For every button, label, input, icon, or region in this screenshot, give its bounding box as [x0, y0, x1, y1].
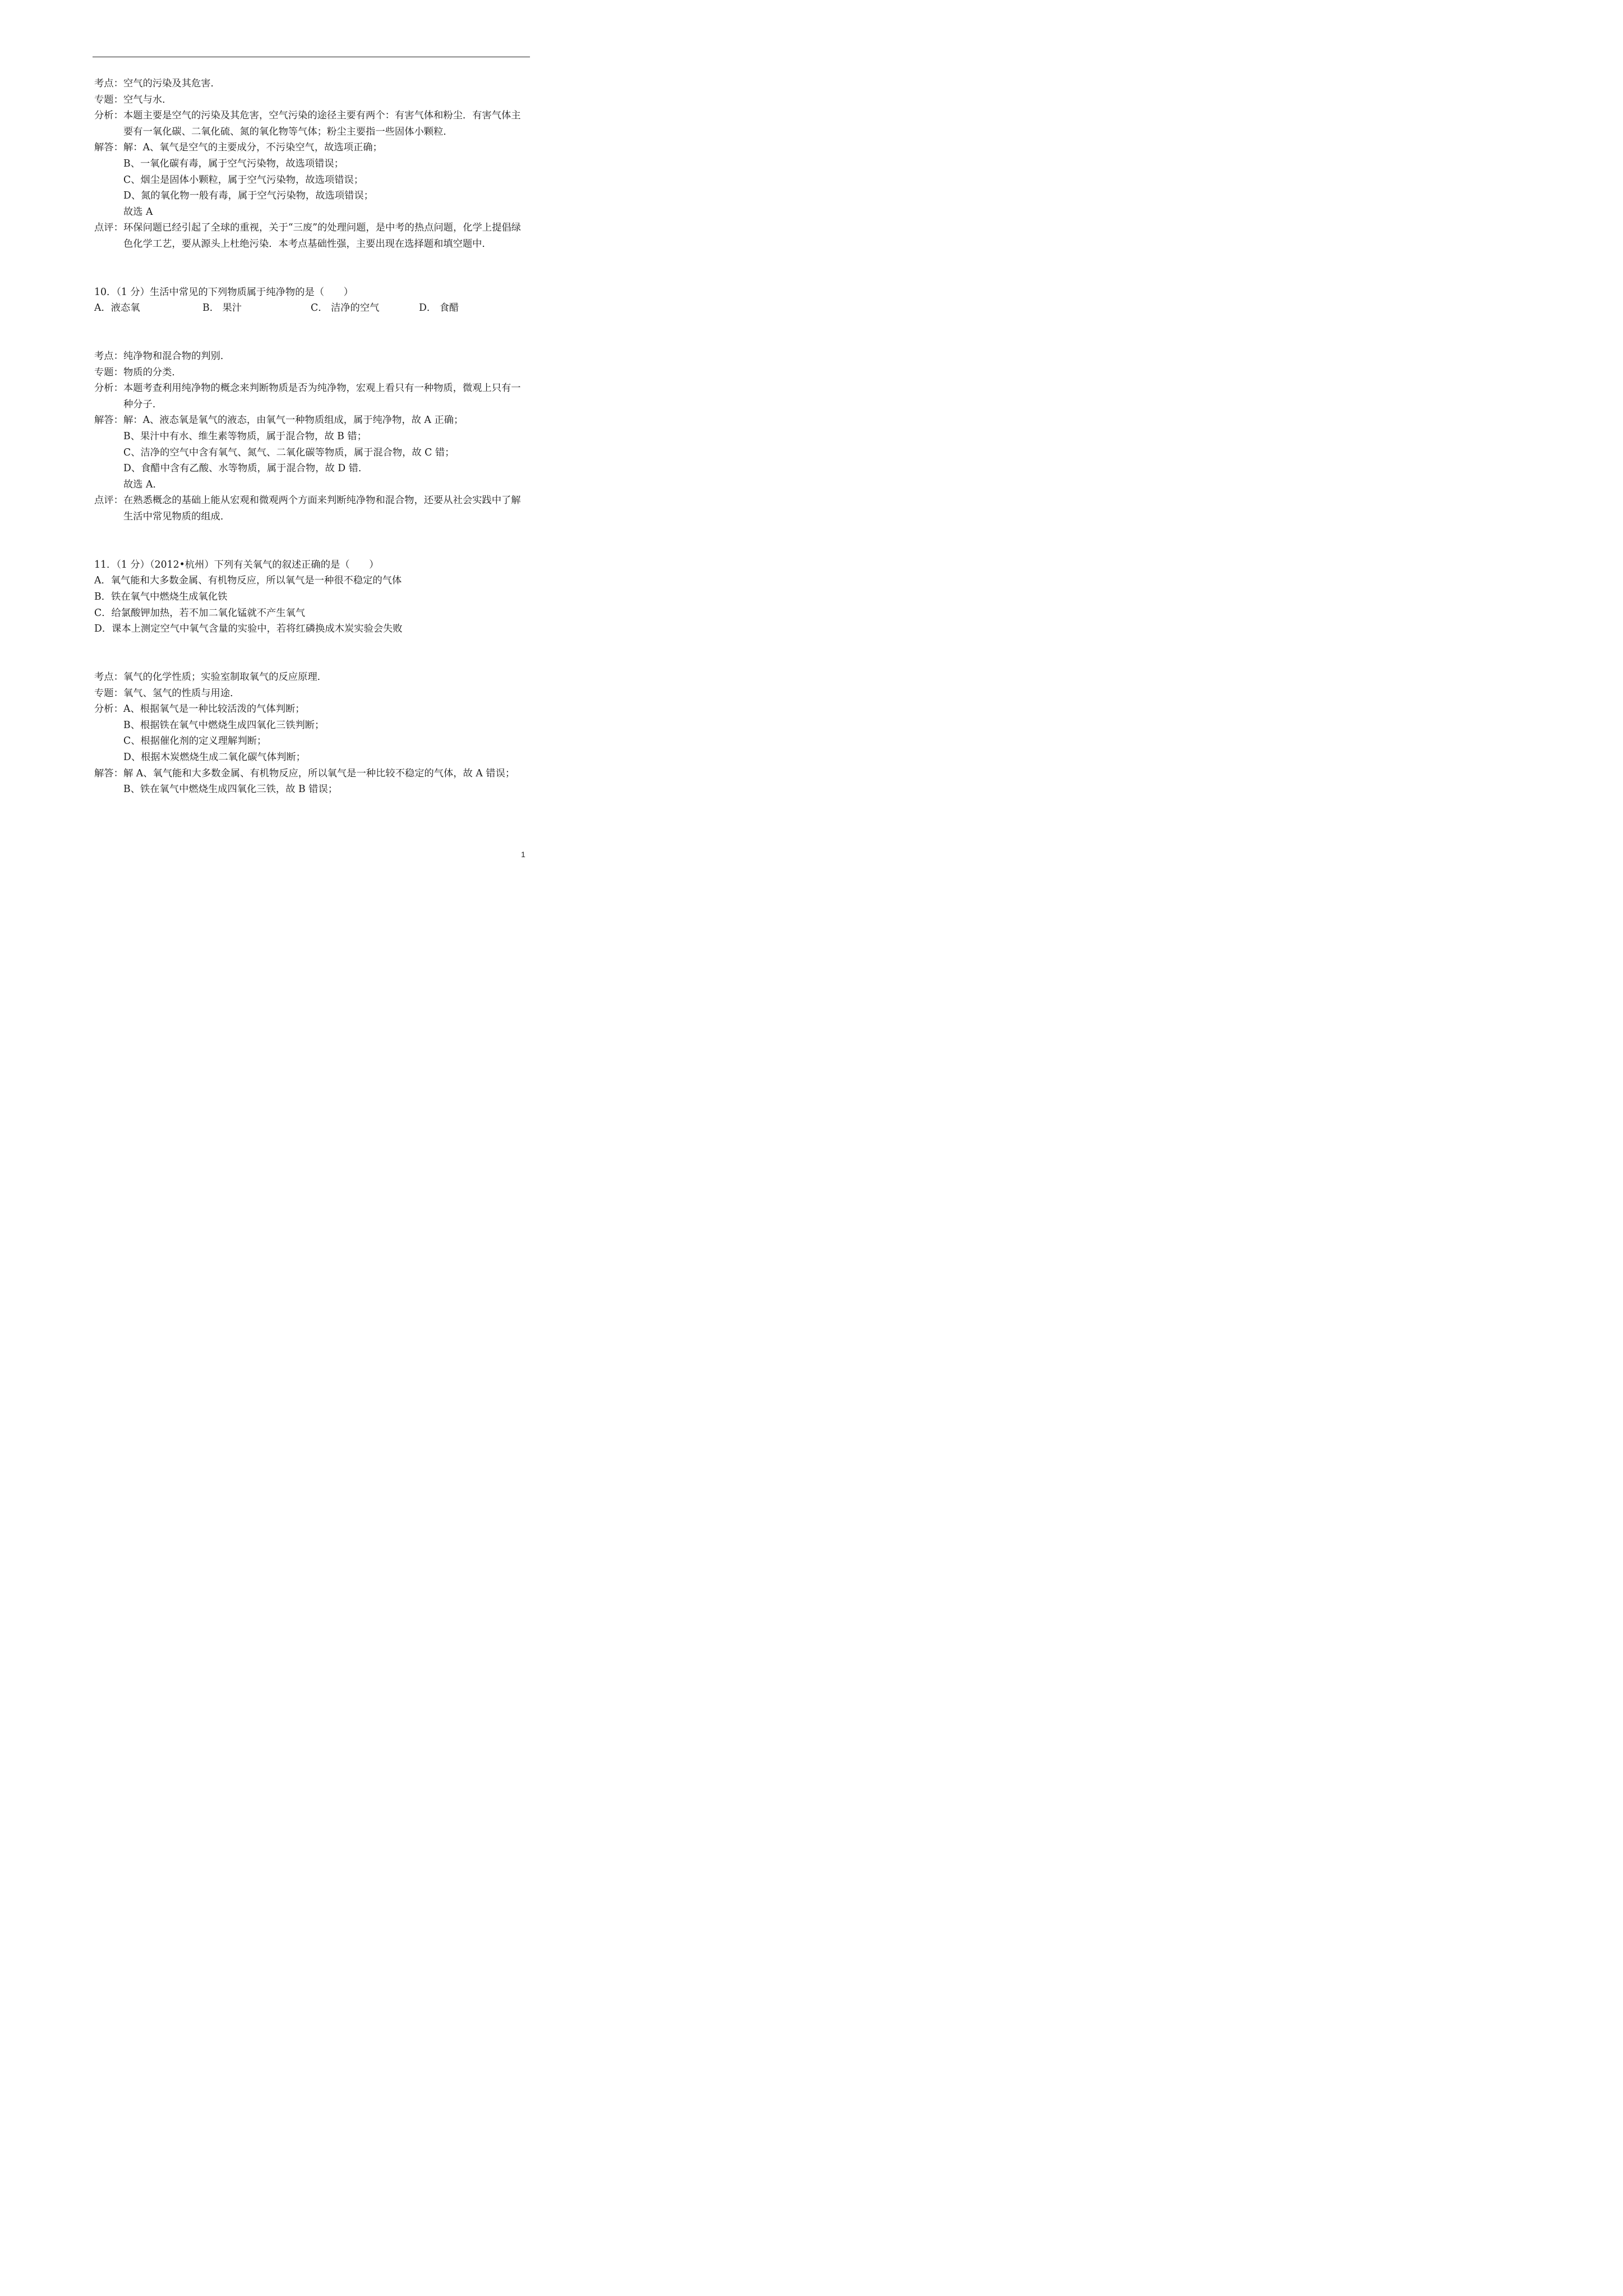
q10-options [94, 300, 529, 316]
jieda-line: 故选 A． [123, 478, 163, 490]
q9-dianping [94, 220, 529, 252]
dianping-text: 在熟悉概念的基础上能从宏观和微观两个方面来判断纯净物和混合物，还要从社会实践中了解生活中常见物质的组成． [123, 495, 521, 523]
dianping-label: 点评： [94, 495, 123, 507]
jieda-text: 解：A、液态氧是氧气的液态，由氧气一种物质组成，属于纯净物，故 A 正确； [123, 415, 464, 426]
page-number: 1 [521, 850, 525, 859]
q11-jieda [94, 766, 529, 782]
fenxi-text: A、根据氧气是一种比较活泼的气体判断； [123, 703, 305, 715]
zhuanti-text: 空气与水． [123, 94, 172, 105]
q11-kaodian [94, 669, 529, 685]
option-a: A．氧气能和大多数金属、有机物反应，所以氧气是一种很不稳定的气体 [94, 575, 402, 587]
q9-kaodian [94, 76, 529, 92]
q10-jieda [94, 412, 529, 429]
jieda-line: B、铁在氧气中燃烧生成四氧化三铁，故 B 错误； [123, 784, 338, 795]
q9-fenxi [94, 108, 529, 140]
zhuanti-label: 专题： [94, 687, 123, 699]
kaodian-label: 考点： [94, 78, 123, 89]
q11-fenxi [94, 701, 529, 717]
q10-zhuanti [94, 365, 529, 381]
jieda-line: 故选 A [123, 206, 153, 218]
q10-dianping [94, 493, 529, 524]
jieda-label: 解答： [94, 142, 123, 154]
kaodian-text: 纯净物和混合物的判别． [123, 351, 230, 362]
zhuanti-label: 专题： [94, 366, 123, 378]
zhuanti-text: 物质的分类． [123, 366, 182, 378]
q11-zhuanti [94, 685, 529, 702]
kaodian-text: 氧气的化学性质；实验室制取氧气的反应原理． [123, 671, 327, 683]
q10-kaodian [94, 348, 529, 365]
jieda-line: C、洁净的空气中含有氧气、氮气、二氧化碳等物质，属于混合物，故 C 错； [123, 447, 455, 458]
fenxi-label: 分析： [94, 703, 123, 715]
question-10: 10．（1 分）生活中常见的下列物质属于纯净物的是（ ） [94, 286, 353, 298]
option-d: D．课本上测定空气中氧气含量的实验中，若将红磷换成木炭实验会失败 [94, 623, 403, 635]
jieda-line: C、烟尘是固体小颗粒，属于空气污染物，故选项错误； [123, 174, 363, 186]
jieda-line: D、食醋中含有乙酸、水等物质，属于混合物，故 D 错． [123, 463, 368, 475]
option-c: C．给氯酸钾加热，若不加二氧化锰就不产生氧气 [94, 607, 306, 619]
fenxi-line: D、根据木炭燃烧生成二氧化碳气体判断； [123, 751, 306, 763]
zhuanti-label: 专题： [94, 94, 123, 105]
jieda-line: D、氮的氧化物一般有毒，属于空气污染物，故选项错误； [123, 190, 374, 202]
jieda-text: 解：A、氧气是空气的主要成分，不污染空气，故选项正确； [123, 142, 382, 154]
fenxi-line: C、根据催化剂的定义理解判断； [123, 735, 267, 747]
q9-zhuanti [94, 92, 529, 108]
q10-fenxi [94, 380, 529, 412]
document-page [0, 0, 617, 872]
jieda-label: 解答： [94, 415, 123, 426]
fenxi-label: 分析： [94, 383, 123, 394]
option-b: B．铁在氧气中燃烧生成氧化铁 [94, 591, 228, 602]
kaodian-text: 空气的污染及其危害． [123, 78, 220, 89]
fenxi-label: 分析： [94, 110, 123, 122]
jieda-line: B、果汁中有水、维生素等物质，属于混合物，故 B 错； [123, 431, 367, 443]
dianping-label: 点评： [94, 222, 123, 234]
question-11: 11．（1 分）（2012•杭州）下列有关氧气的叙述正确的是（ ） [94, 559, 379, 570]
jieda-label: 解答： [94, 767, 123, 779]
fenxi-line: B、根据铁在氧气中燃烧生成四氧化三铁判断； [123, 719, 325, 731]
option-a: A．液态氧 [94, 302, 140, 314]
kaodian-label: 考点： [94, 351, 123, 362]
option-d: D． 食醋 [419, 302, 459, 314]
q9-jieda [94, 140, 529, 156]
jieda-line: B、一氧化碳有毒，属于空气污染物，故选项错误； [123, 158, 344, 169]
kaodian-label: 考点： [94, 671, 123, 683]
jieda-text: 解 A、氧气能和大多数金属、有机物反应，所以氧气是一种比较不稳定的气体，故 A 错误； [123, 767, 515, 779]
zhuanti-text: 氧气、氢气的性质与用途． [123, 687, 240, 699]
dianping-text: 环保问题已经引起了全球的重视，关于“三废”的处理问题，是中考的热点问题，化学上提倡绿色化学工艺，要从源头上杜绝污染．本考点基础性强，主要出现在选择题和填空题中． [123, 222, 521, 250]
fenxi-text: 本题主要是空气的污染及其危害，空气污染的途径主要有两个：有害气体和粉尘．有害气体主要有一氧化碳、二氧化硫、氮的氧化物等气体；粉尘主要指一些固体小颗粒． [123, 110, 521, 137]
option-c: C． 洁净的空气 [311, 302, 380, 314]
content [94, 76, 529, 798]
option-b: B． 果汁 [202, 302, 242, 314]
fenxi-text: 本题考查利用纯净物的概念来判断物质是否为纯净物，宏观上看只有一种物质，微观上只有一种分子． [123, 383, 521, 410]
